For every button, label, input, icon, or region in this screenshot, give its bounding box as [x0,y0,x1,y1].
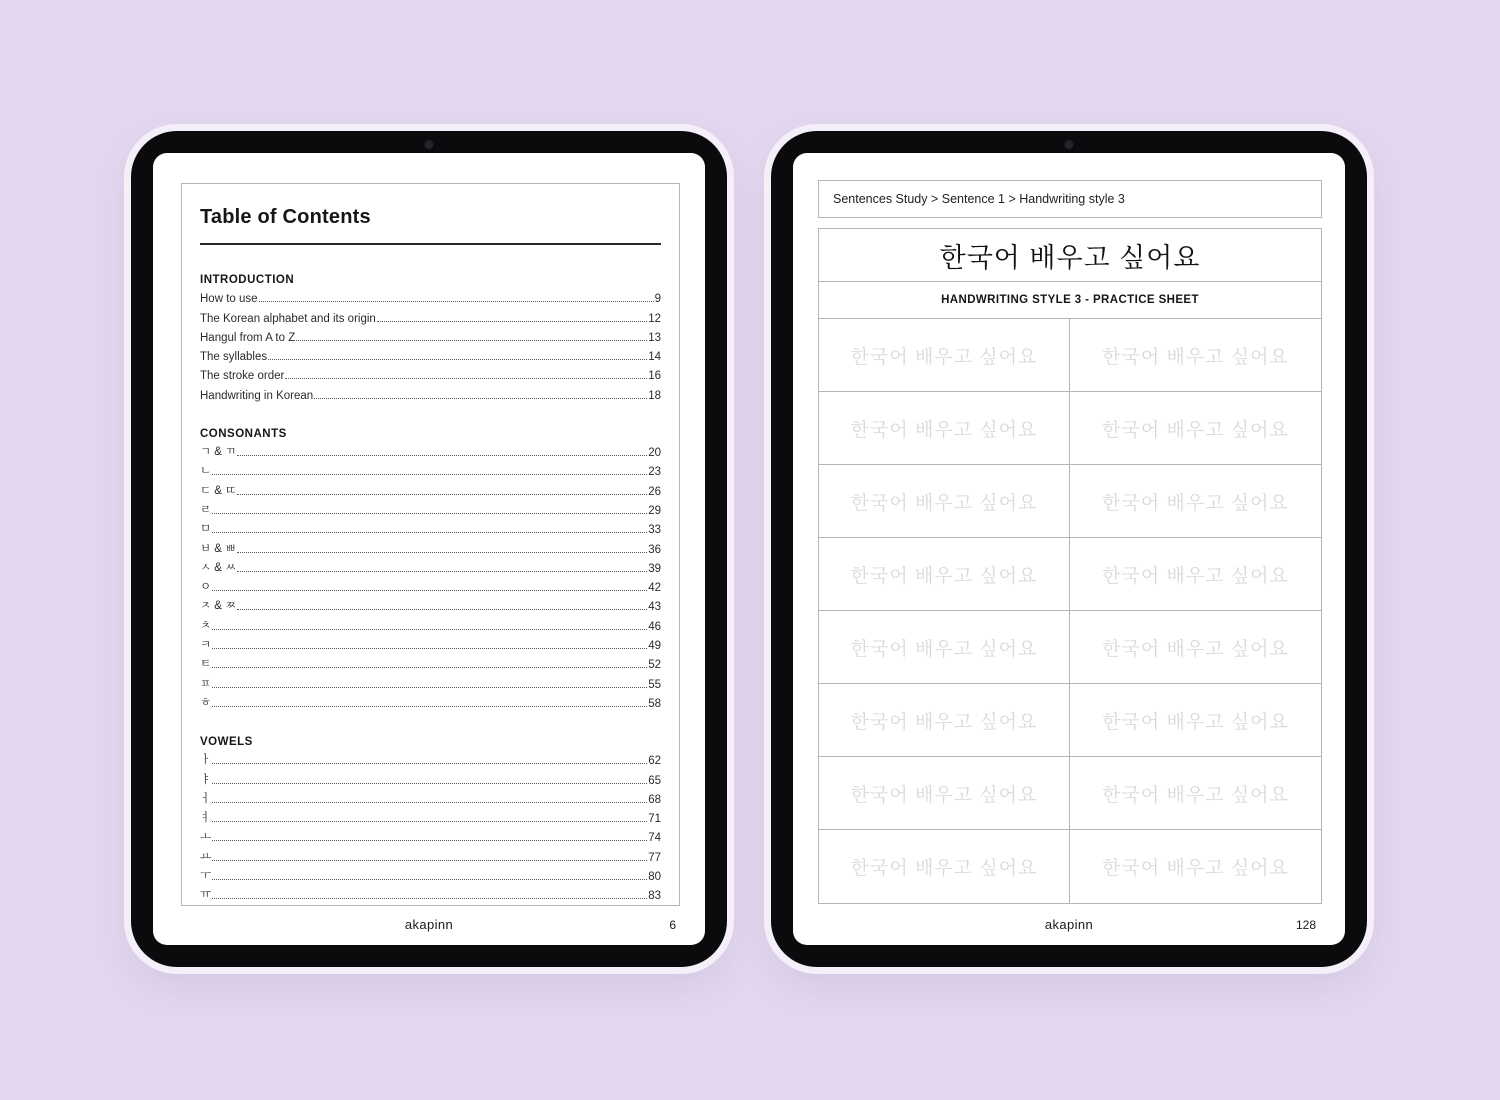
toc-entry-page: 18 [648,389,661,402]
toc-entry-label: The Korean alphabet and its origin [200,312,376,325]
toc-entry-label: The stroke order [200,370,285,383]
toc-entry-page: 20 [648,447,661,460]
practice-sheet-subtitle [819,282,1321,319]
practice-sentence-title [819,229,1321,282]
toc-entry[interactable] [200,305,661,324]
trace-text: 한국어 배우고 싶어요 [850,346,1038,368]
toc-entry-label: ㅛ [200,850,212,863]
toc-entry-label: ㅏ [200,754,212,767]
toc-entry-label: ㅜ [200,870,212,883]
practice-cell[interactable] [819,465,1070,538]
toc-entry-label: ㄷ & ㄸ [200,484,237,497]
toc-entry-page: 43 [648,601,661,614]
toc-entry-label: ㅗ [200,831,212,844]
dot-leader [296,340,647,341]
toc-entry-page: 74 [648,832,661,845]
dot-leader [212,629,647,630]
toc-entry-page: 39 [648,562,661,575]
toc-entry-label: ㅊ [200,619,212,632]
toc-section-heading: INTRODUCTION [200,274,295,286]
practice-subtitle-text: HANDWRITING STYLE 3 - PRACTICE SHEET [941,294,1199,306]
toc-entry-page: 55 [648,678,661,691]
toc-entry-label: ㅍ [200,677,212,690]
front-camera-icon [425,140,434,149]
toc-entry[interactable] [200,517,661,536]
toc-entry-label: ㅇ [200,581,212,594]
practice-grid [819,319,1321,903]
toc-entry-page: 9 [654,293,661,306]
practice-cell[interactable] [819,830,1070,903]
toc-entry[interactable] [200,864,661,883]
toc-entry-page: 52 [648,659,661,672]
dot-leader [237,552,647,553]
dot-leader [237,609,647,610]
toc-entry[interactable] [200,382,661,401]
practice-sheet [818,228,1322,904]
dot-leader [259,301,654,302]
toc-entry-page: 13 [648,331,661,344]
handwritten-sentence: 한국어 배우고 싶어요 [939,242,1201,273]
toc-entry[interactable] [200,883,661,902]
dot-leader [212,532,647,533]
toc-entry-label: ㅅ & ㅆ [200,561,237,574]
toc-entry-label: ㅓ [200,792,212,805]
practice-cell[interactable] [819,538,1070,611]
toc-entry-page: 68 [648,793,661,806]
dot-leader [212,687,647,688]
dot-leader [212,821,647,822]
toc-entry[interactable] [200,556,661,575]
toc-entry[interactable] [200,536,661,555]
trace-text: 한국어 배우고 싶어요 [850,419,1038,441]
toc-entry-page: 83 [648,890,661,903]
toc-entry-page: 16 [648,370,661,383]
trace-text: 한국어 배우고 싶어요 [850,784,1038,806]
screen-practice-page [793,153,1345,945]
screen-toc-page [153,153,705,945]
practice-cell[interactable] [819,319,1070,392]
toc-entry-page: 29 [648,504,661,517]
toc-section [200,729,661,902]
toc-entry[interactable] [200,691,661,710]
dot-leader [237,455,647,456]
toc-entry[interactable] [200,440,661,459]
practice-cell[interactable] [1070,392,1321,465]
practice-footer [793,917,1345,935]
toc-entry[interactable] [200,325,661,344]
toc-entry[interactable] [200,363,661,382]
dot-leader [212,860,647,861]
trace-text: 한국어 배우고 싶어요 [1102,346,1289,368]
trace-text: 한국어 배우고 싶어요 [1102,565,1289,587]
dot-leader [237,571,647,572]
toc-entry[interactable] [200,575,661,594]
dot-leader [314,398,647,399]
practice-cell[interactable] [1070,830,1321,903]
toc-entry-page: 77 [648,851,661,864]
trace-text: 한국어 배우고 싶어요 [1102,638,1289,660]
dot-leader [212,783,647,784]
toc-entry-label: ㅂ & ㅃ [200,542,237,555]
toc-entry[interactable] [200,844,661,863]
toc-entry[interactable] [200,767,661,786]
dot-leader [212,513,647,514]
dot-leader [212,648,647,649]
practice-cell[interactable] [819,684,1070,757]
toc-entry[interactable] [200,594,661,613]
toc-entry[interactable] [200,498,661,517]
trace-text: 한국어 배우고 싶어요 [1102,419,1289,441]
trace-text: 한국어 배우고 싶어요 [850,492,1038,514]
page-number: 128 [1295,918,1316,932]
practice-cell[interactable] [819,392,1070,465]
toc-entry[interactable] [200,806,661,825]
dot-leader [212,667,647,668]
toc-entry-page: 26 [648,485,661,498]
toc-entry-page: 65 [648,774,661,787]
toc-entry-page: 36 [648,543,661,556]
toc-page-body [181,183,680,906]
dot-leader [268,359,647,360]
dot-leader [377,321,647,322]
toc-entry-page: 14 [648,351,661,364]
trace-text: 한국어 배우고 싶어요 [850,638,1038,660]
toc-entry[interactable] [200,633,661,652]
page-number: 6 [669,918,676,932]
trace-text: 한국어 배우고 싶어요 [850,711,1038,733]
tablet-frame-left [131,131,727,967]
toc-entry[interactable] [200,344,661,363]
toc-entry-label: ㄹ [200,503,212,516]
dot-leader [212,590,647,591]
practice-cell[interactable] [819,757,1070,830]
practice-cell[interactable] [1070,611,1321,684]
practice-cell[interactable] [1070,684,1321,757]
toc-entry-label: ㅠ [200,889,212,902]
trace-text: 한국어 배우고 싶어요 [850,858,1038,879]
toc-footer [153,917,705,935]
dot-leader [285,378,647,379]
dot-leader [212,706,647,707]
practice-cell[interactable] [1070,319,1321,392]
toc-entry-label: Hangul from A to Z [200,331,296,344]
toc-entry-label: ㅑ [200,773,212,786]
dot-leader [212,879,647,880]
practice-cell[interactable] [1070,538,1321,611]
toc-entry-page: 46 [648,620,661,633]
dot-leader [212,474,647,475]
brand-footer: akapinn [404,917,454,932]
dot-leader [212,898,647,899]
trace-text: 한국어 배우고 싶어요 [1102,784,1289,806]
toc-entry[interactable] [200,787,661,806]
toc-entry-label: The syllables [200,351,268,364]
toc-entry-label: ㅌ [200,658,212,671]
toc-entry-page: 23 [648,466,661,479]
trace-text: 한국어 배우고 싶어요 [1102,711,1289,733]
toc-entry-page: 33 [648,524,661,537]
front-camera-icon [1065,140,1074,149]
toc-entry-page: 49 [648,640,661,653]
toc-sections [200,267,661,902]
toc-section [200,421,661,710]
toc-entry[interactable] [200,652,661,671]
toc-section-heading: VOWELS [200,735,253,748]
toc-entry-label: ㄴ [200,465,212,478]
toc-entry-page: 62 [648,755,661,768]
title-divider [200,243,661,245]
toc-entry-label: ㅎ [200,696,212,709]
toc-entry[interactable] [200,286,661,305]
toc-entry[interactable] [200,478,661,497]
dot-leader [212,763,647,764]
tablet-frame-right [771,131,1367,967]
practice-cell[interactable] [1070,757,1321,830]
toc-entry-label: ㅈ & ㅉ [200,600,237,613]
toc-entry[interactable] [200,671,661,690]
toc-entry-page: 58 [648,697,661,710]
dot-leader [212,802,647,803]
toc-entry[interactable] [200,459,661,478]
dot-leader [237,494,647,495]
toc-entry-label: ㄱ & ㄲ [200,446,237,459]
toc-entry-page: 12 [648,312,661,325]
toc-entry-label: Handwriting in Korean [200,389,314,402]
toc-entry-label: ㅕ [200,812,212,825]
brand-footer: akapinn [1044,917,1094,932]
dot-leader [212,840,647,841]
toc-section [200,267,661,402]
trace-text: 한국어 배우고 싶어요 [1102,858,1289,879]
breadcrumb[interactable] [818,180,1322,218]
trace-text: 한국어 배우고 싶어요 [850,565,1038,587]
toc-section-heading: CONSONANTS [200,427,287,440]
toc-entry[interactable] [200,748,661,767]
toc-entry-label: ㅁ [200,523,212,536]
toc-entry-page: 80 [648,871,661,884]
practice-cell[interactable] [819,611,1070,684]
trace-text: 한국어 배우고 싶어요 [1102,492,1289,514]
toc-entry[interactable] [200,825,661,844]
page-title: Table of Contents [200,206,371,228]
toc-entry-label: ㅋ [200,639,212,652]
toc-entry[interactable] [200,613,661,632]
practice-cell[interactable] [1070,465,1321,538]
toc-entry-page: 71 [648,813,661,826]
breadcrumb-text: Sentences Study > Sentence 1 > Handwriting style 3 [833,192,1125,206]
toc-entry-label: How to use [200,293,258,306]
toc-entry-page: 42 [648,582,661,595]
